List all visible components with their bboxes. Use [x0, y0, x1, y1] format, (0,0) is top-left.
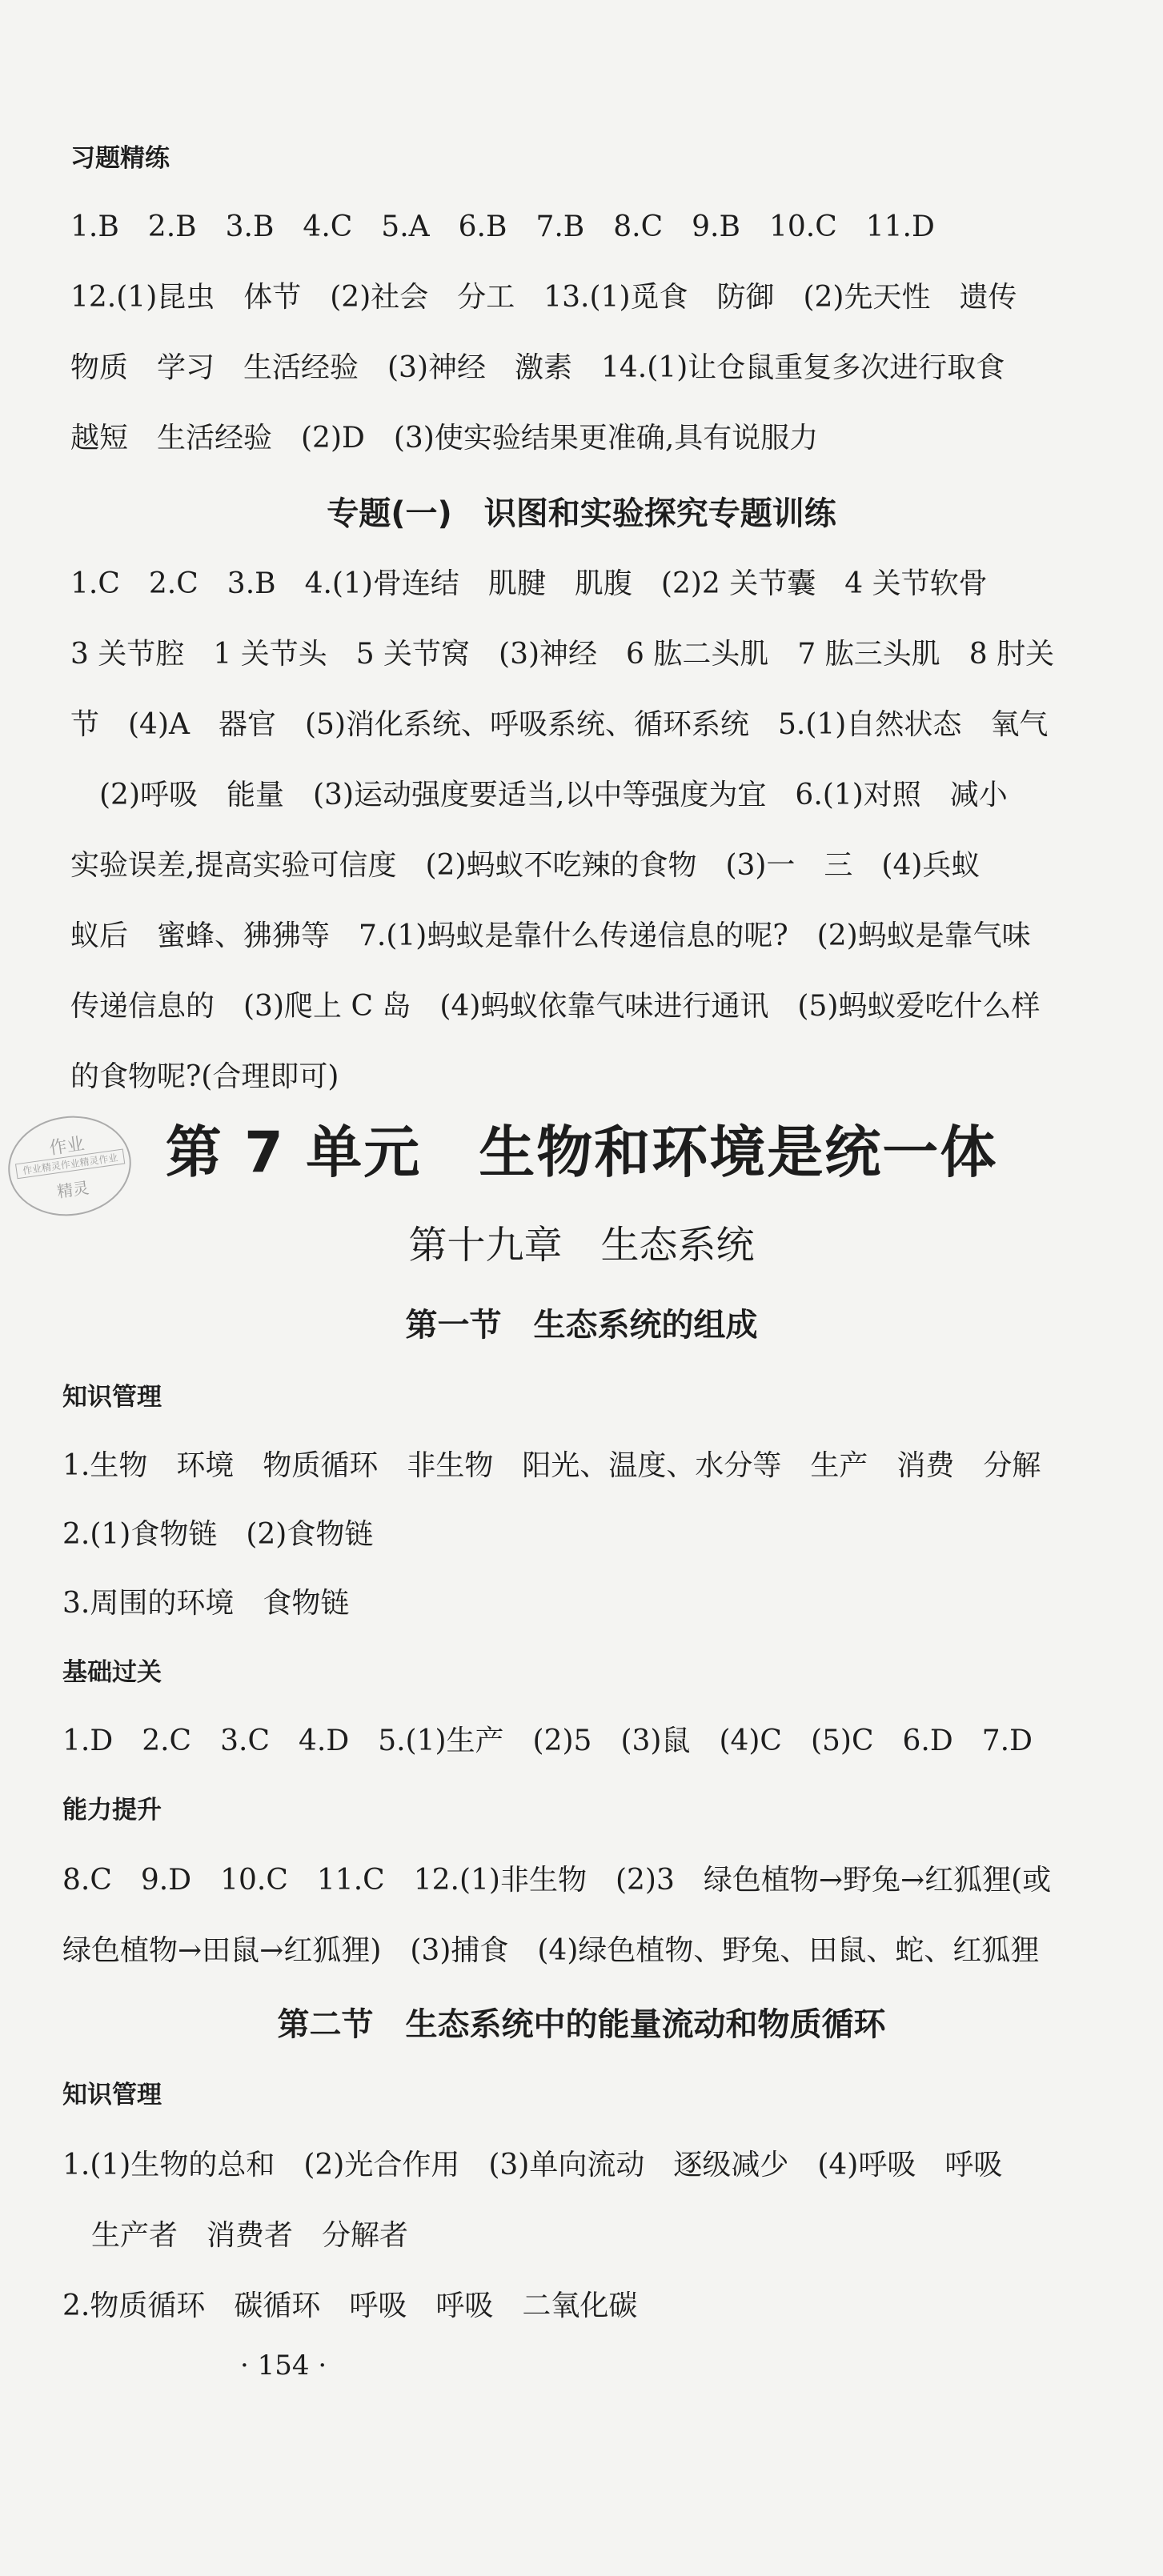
- ability-line: 绿色植物→田鼠→红狐狸) (3)捕食 (4)绿色植物、野兔、田鼠、蛇、红狐狸: [62, 1934, 1040, 1967]
- knowledge-line: 3.周围的环境 食物链: [62, 1587, 350, 1620]
- topic-line: 3 关节腔 1 关节头 5 关节窝 (3)神经 6 肱二头肌 7 肱三头肌 8 肘关: [70, 638, 1055, 671]
- unit-title: 第 7 单元 生物和环境是统一体: [165, 1120, 998, 1185]
- knowledge-line: 1.(1)生物的总和 (2)光合作用 (3)单向流动 逐级减少 (4)呼吸 呼吸: [62, 2149, 1003, 2181]
- ability-line: 8.C 9.D 10.C 11.C 12.(1)非生物 (2)3 绿色植物→野兔→红狐狸(或: [62, 1864, 1052, 1897]
- exercise-line: 物质 学习 生活经验 (3)神经 激素 14.(1)让仓鼠重复多次进行取食: [70, 351, 1005, 384]
- basic-line: 1.D 2.C 3.C 4.D 5.(1)生产 (2)5 (3)鼠 (4)C (5)C 6.D 7.D: [62, 1725, 1033, 1757]
- basic-heading: 基础过关: [62, 1658, 162, 1687]
- exercise-line: 越短 生活经验 (2)D (3)使实验结果更准确,具有说服力: [70, 422, 819, 455]
- knowledge-heading: 知识管理: [62, 1383, 162, 1412]
- topic-line: 蚁后 蜜蜂、狒狒等 7.(1)蚂蚁是靠什么传递信息的呢? (2)蚂蚁是靠气味: [70, 919, 1031, 952]
- topic-line: (2)呼吸 能量 (3)运动强度要适当,以中等强度为宜 6.(1)对照 减小: [70, 779, 1008, 811]
- chapter-title: 第十九章 生态系统: [408, 1223, 755, 1268]
- stamp-top-text: 作业: [48, 1134, 86, 1160]
- knowledge-heading: 知识管理: [62, 2081, 162, 2109]
- section-title: 第一节 生态系统的组成: [405, 1307, 758, 1344]
- knowledge-line: 1.生物 环境 物质循环 非生物 阳光、温度、水分等 生产 消费 分解: [62, 1449, 1041, 1482]
- stamp-bottom-text: 精灵: [55, 1178, 90, 1202]
- topic-line: 传递信息的 (3)爬上 C 岛 (4)蚂蚁依靠气味进行通讯 (5)蚂蚁爱吃什么样: [70, 990, 1041, 1023]
- topic-line: 节 (4)A 器官 (5)消化系统、呼吸系统、循环系统 5.(1)自然状态 氧气: [70, 708, 1049, 741]
- page-number: · 154 ·: [240, 2350, 327, 2382]
- topic-line: 1.C 2.C 3.B 4.(1)骨连结 肌腱 肌腹 (2)2 关节囊 4 关节软骨: [70, 567, 988, 600]
- knowledge-line: 生产者 消费者 分解者: [62, 2219, 409, 2252]
- topic-title: 专题(一) 识图和实验探究专题训练: [327, 495, 836, 532]
- exercise-heading: 习题精练: [70, 144, 170, 173]
- ability-heading: 能力提升: [62, 1796, 162, 1825]
- knowledge-line: 2.(1)食物链 (2)食物链: [62, 1518, 374, 1551]
- stamp-middle-text: 作业精灵作业精灵作业: [15, 1149, 125, 1180]
- section-title: 第二节 生态系统中的能量流动和物质循环: [277, 2006, 886, 2043]
- knowledge-line: 2.物质循环 碳循环 呼吸 呼吸 二氧化碳: [62, 2290, 638, 2322]
- topic-line: 的食物呢?(合理即可): [70, 1060, 339, 1093]
- topic-line: 实验误差,提高实验可信度 (2)蚂蚁不吃辣的食物 (3)一 三 (4)兵蚁: [70, 849, 981, 882]
- exercise-line: 12.(1)昆虫 体节 (2)社会 分工 13.(1)觅食 防御 (2)先天性 遗传: [70, 281, 1017, 314]
- exercise-line: 1.B 2.B 3.B 4.C 5.A 6.B 7.B 8.C 9.B 10.C 11.D: [70, 210, 935, 243]
